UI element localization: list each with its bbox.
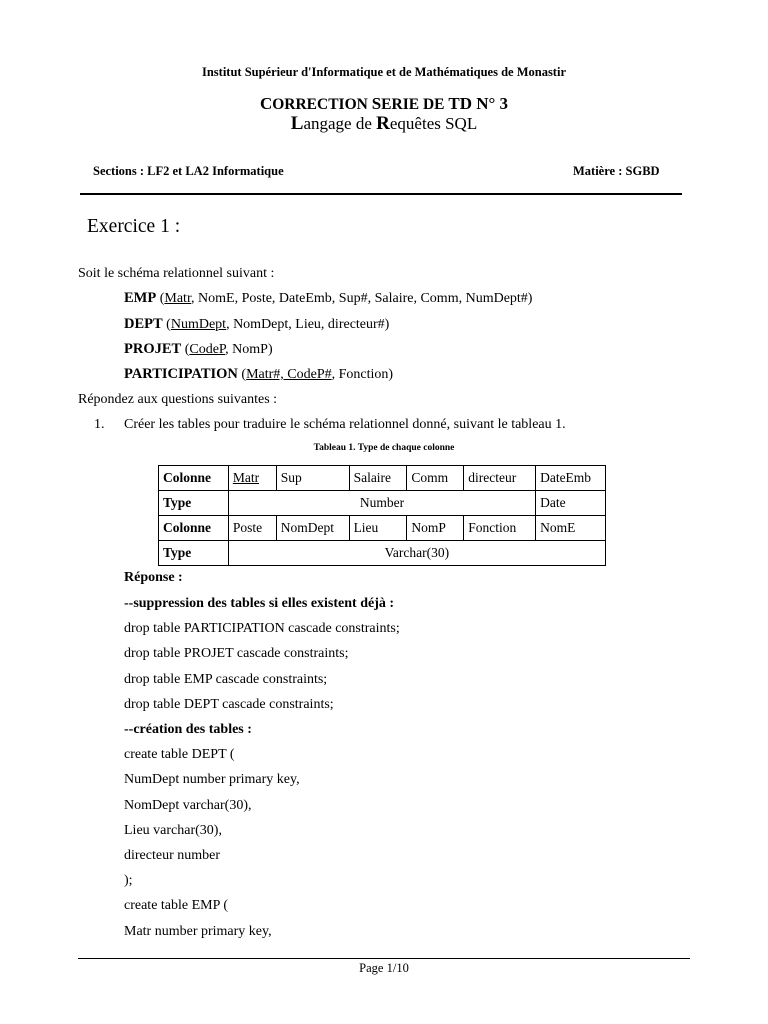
column-types-table xyxy=(158,465,606,566)
matiere-label: Matière : SGBD xyxy=(573,164,660,178)
page-number: Page 1/10 xyxy=(359,961,409,975)
code-comment-line: --suppression des tables si elles existent déjà : xyxy=(124,596,395,611)
table-cell: directeur xyxy=(464,466,536,491)
table-cell: Salaire xyxy=(349,466,407,491)
code-line: create table EMP ( xyxy=(124,898,229,913)
table-cell: Colonne xyxy=(159,466,229,491)
table-cell: Sup xyxy=(276,466,349,491)
table-cell: NomP xyxy=(407,516,464,541)
table-row xyxy=(159,516,606,541)
table-row xyxy=(159,491,606,516)
table-cell: Poste xyxy=(228,516,276,541)
question-text: Créer les tables pour traduire le schéma relationnel donné, suivant le tableau 1. xyxy=(124,417,566,432)
header-rule xyxy=(80,193,682,195)
table-cell: NomE xyxy=(536,516,606,541)
code-line: NumDept number primary key, xyxy=(124,772,300,787)
table-cell: Colonne xyxy=(159,516,229,541)
code-line: create table DEPT ( xyxy=(124,747,235,762)
table-cell: Matr xyxy=(228,466,276,491)
table-cell: Comm xyxy=(407,466,464,491)
sections-label: Sections : LF2 et LA2 Informatique xyxy=(93,164,284,178)
table-cell: Fonction xyxy=(464,516,536,541)
table-row xyxy=(159,466,606,491)
table-cell: NomDept xyxy=(276,516,349,541)
code-line: drop table DEPT cascade constraints; xyxy=(124,697,334,712)
table-cell: Number xyxy=(228,491,535,516)
question-number: 1. xyxy=(94,417,105,432)
code-comment-line: --création des tables : xyxy=(124,722,252,737)
table-caption: Tableau 1. Type de chaque colonne xyxy=(313,443,455,453)
table-cell: Lieu xyxy=(349,516,407,541)
answer-label: Réponse : xyxy=(124,570,183,585)
schema-participation: PARTICIPATION (Matr#, CodeP#, Fonction) xyxy=(124,366,394,382)
code-line: NomDept varchar(30), xyxy=(124,798,252,813)
table-cell: Type xyxy=(159,541,229,566)
table-cell: DateEmb xyxy=(536,466,606,491)
schema-emp: EMP (Matr, NomE, Poste, DateEmb, Sup#, Salaire, Comm, NumDept#) xyxy=(124,290,533,306)
code-line: Lieu varchar(30), xyxy=(124,823,222,838)
document-subtitle: Langage de Requêtes SQL xyxy=(290,113,478,134)
code-line: directeur number xyxy=(124,848,221,863)
exercise-title: Exercice 1 : xyxy=(87,216,181,237)
footer-rule xyxy=(78,958,690,959)
code-line: drop table PROJET cascade constraints; xyxy=(124,646,349,661)
institute-name: Institut Supérieur d'Informatique et de Mathématiques de Monastir xyxy=(201,65,566,79)
code-line: ); xyxy=(124,873,133,888)
questions-intro: Répondez aux questions suivantes : xyxy=(78,392,278,407)
schema-intro: Soit le schéma relationnel suivant : xyxy=(78,266,275,281)
table-cell: Varchar(30) xyxy=(228,541,605,566)
document-title: CORRECTION SERIE DE TD N° 3 xyxy=(259,94,509,113)
schema-dept: DEPT (NumDept, NomDept, Lieu, directeur#) xyxy=(124,316,390,332)
table-cell: Type xyxy=(159,491,229,516)
code-line: drop table PARTICIPATION cascade constraints; xyxy=(124,621,400,636)
table-cell: Date xyxy=(536,491,606,516)
table-row xyxy=(159,541,606,566)
code-line: Matr number primary key, xyxy=(124,924,272,939)
code-line: drop table EMP cascade constraints; xyxy=(124,672,328,687)
schema-projet: PROJET (CodeP, NomP) xyxy=(124,341,273,357)
